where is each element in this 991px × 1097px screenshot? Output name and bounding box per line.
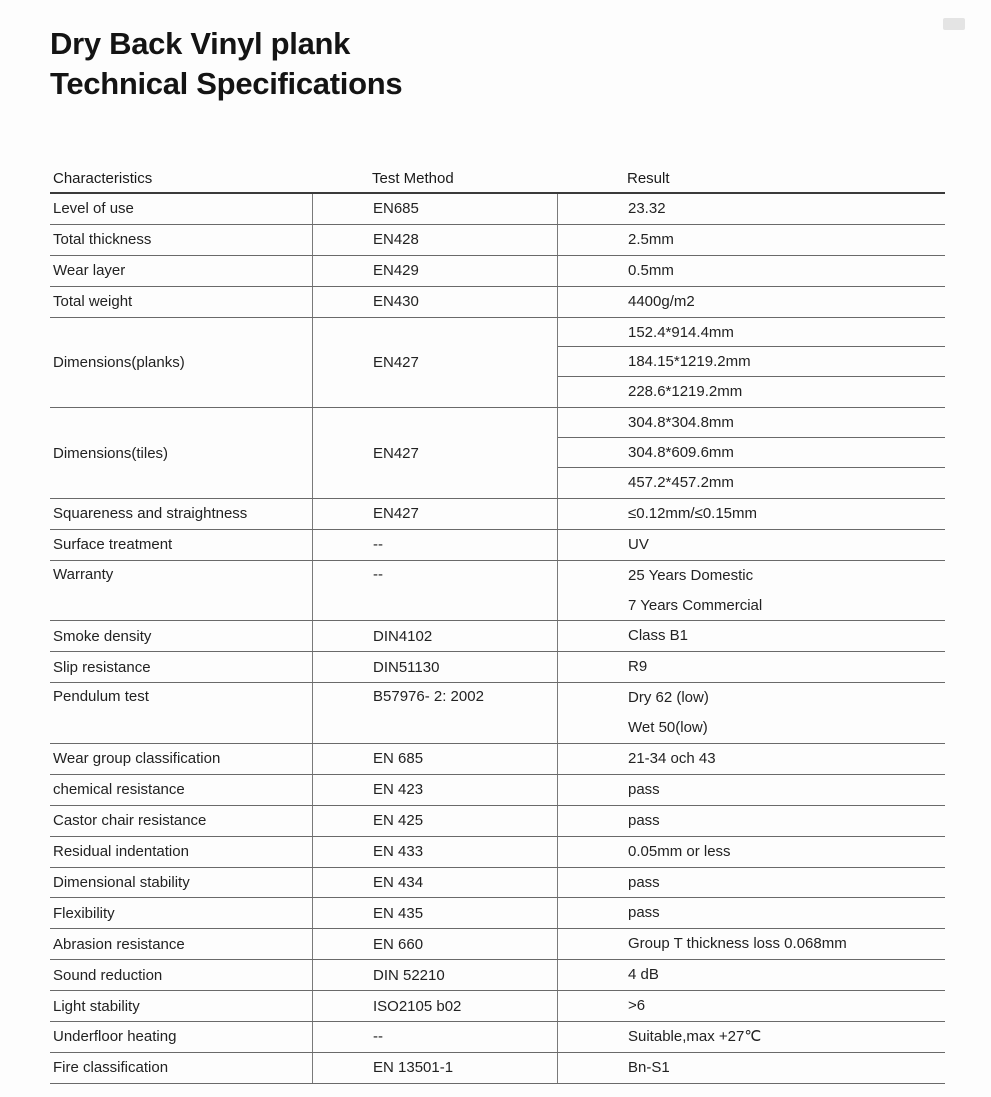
result-cell [557, 898, 945, 928]
characteristic-cell: Castor chair resistance [53, 812, 207, 830]
result-cell [557, 318, 945, 408]
result-value: pass [628, 811, 660, 829]
result-value: Wet 50(low) [628, 719, 708, 737]
characteristic-cell: Abrasion resistance [53, 935, 185, 953]
characteristic-cell: Flexibility [53, 904, 115, 922]
result-cell [557, 287, 945, 317]
table-header [50, 165, 945, 194]
table-row [50, 194, 945, 225]
spec-table [50, 165, 945, 1084]
title-line-1: Dry Back Vinyl plank [50, 26, 351, 61]
test-method-cell: -- [312, 1022, 557, 1052]
table-row [50, 775, 945, 806]
table-row [50, 1022, 945, 1053]
test-method-cell: EN 435 [312, 898, 557, 928]
result-value: 184.15*1219.2mm [558, 347, 945, 377]
table-row [50, 408, 945, 499]
result-cell [557, 991, 945, 1021]
result-cell [557, 744, 945, 774]
table-row [50, 929, 945, 960]
result-value: 152.4*914.4mm [558, 318, 945, 348]
table-row [50, 225, 945, 256]
header-test-method: Test Method [372, 170, 454, 187]
result-value: 21-34 och 43 [628, 750, 716, 768]
result-value: 23.32 [628, 200, 666, 217]
result-cell [557, 683, 945, 743]
test-method-cell: EN 423 [312, 775, 557, 805]
table-row [50, 287, 945, 318]
characteristic-cell: Total weight [53, 293, 133, 311]
result-value: pass [628, 904, 660, 922]
characteristic-cell: Squareness and straightness [53, 505, 248, 523]
table-row [50, 683, 945, 744]
header-result: Result [627, 170, 670, 187]
characteristic-cell: Sound reduction [53, 966, 163, 984]
result-value: ≤0.12mm/≤0.15mm [628, 504, 758, 522]
result-cell [557, 806, 945, 836]
result-cell [557, 960, 945, 990]
test-method-cell: EN428 [312, 225, 557, 255]
characteristic-cell: Dimensional stability [53, 874, 190, 892]
result-cell [557, 408, 945, 498]
characteristic-cell: Dimensions(tiles) [53, 444, 169, 462]
result-cell [557, 837, 945, 867]
characteristic-cell: Residual indentation [53, 843, 189, 861]
characteristic-cell: Underfloor heating [53, 1028, 177, 1046]
result-value: 2.5mm [628, 230, 674, 248]
test-method-cell: EN430 [312, 287, 557, 317]
result-cell [557, 621, 945, 651]
result-value: pass [628, 873, 660, 891]
result-cell [557, 929, 945, 959]
result-value: Class B1 [628, 627, 689, 645]
table-row [50, 898, 945, 929]
result-value: Suitable,max +27℃ [628, 1028, 762, 1046]
table-row [50, 256, 945, 287]
result-value: pass [628, 780, 660, 798]
characteristic-cell: Wear layer [53, 262, 126, 280]
result-value: 0.5mm [628, 261, 674, 279]
test-method-cell: EN 434 [312, 868, 557, 898]
table-row [50, 960, 945, 991]
result-value: 7 Years Commercial [628, 596, 763, 614]
characteristic-cell: chemical resistance [53, 781, 185, 799]
result-value: 4400g/m2 [628, 292, 695, 310]
result-cell [557, 194, 945, 224]
characteristic-cell: Wear group classification [53, 750, 221, 768]
title-line-2: Technical Specifications [50, 66, 403, 101]
test-method-cell: EN 425 [312, 806, 557, 836]
test-method-cell: EN427 [312, 499, 557, 529]
result-cell [557, 499, 945, 529]
test-method-cell: DIN51130 [312, 652, 557, 682]
result-cell [557, 775, 945, 805]
corner-mark [943, 18, 965, 30]
test-method-cell: EN 13501-1 [312, 1053, 557, 1083]
characteristic-cell: Light stability [53, 997, 140, 1015]
result-value: R9 [628, 658, 648, 676]
table-row [50, 868, 945, 899]
table-row [50, 1053, 945, 1084]
result-value: Group T thickness loss 0.068mm [628, 935, 847, 953]
characteristic-cell: Fire classification [53, 1059, 169, 1077]
characteristic-cell: Total thickness [53, 231, 152, 249]
test-method-cell: EN 685 [312, 744, 557, 774]
result-cell [557, 1022, 945, 1052]
result-value: UV [628, 535, 649, 553]
test-method-cell: ISO2105 b02 [312, 991, 557, 1021]
characteristic-cell: Surface treatment [53, 536, 173, 554]
header-characteristics: Characteristics [53, 170, 153, 187]
table-row [50, 561, 945, 622]
table-row [50, 318, 945, 409]
test-method-cell: EN427 [312, 408, 557, 498]
result-value: 4 dB [628, 966, 659, 984]
test-method-cell: B57976- 2: 2002 [312, 683, 557, 743]
result-cell [557, 530, 945, 560]
result-cell [557, 256, 945, 286]
result-value: Bn-S1 [628, 1058, 670, 1076]
result-value: Dry 62 (low) [628, 689, 709, 707]
test-method-cell: EN685 [312, 194, 557, 224]
table-row [50, 621, 945, 652]
characteristic-cell: Level of use [53, 200, 134, 218]
table-row [50, 806, 945, 837]
characteristic-cell: Smoke density [53, 627, 152, 645]
table-row [50, 530, 945, 561]
result-value: 457.2*457.2mm [628, 474, 734, 492]
result-value: 304.8*609.6mm [558, 438, 945, 468]
result-value: 228.6*1219.2mm [628, 383, 743, 401]
test-method-cell: EN427 [312, 318, 557, 408]
table-row [50, 744, 945, 775]
test-method-cell: -- [312, 561, 557, 621]
table-row [50, 837, 945, 868]
test-method-cell: EN429 [312, 256, 557, 286]
table-row [50, 652, 945, 683]
result-value: 25 Years Domestic [628, 566, 754, 584]
characteristic-cell: Dimensions(planks) [53, 353, 185, 371]
table-row [50, 499, 945, 530]
result-cell [557, 652, 945, 682]
page-title [50, 24, 402, 104]
test-method-cell: -- [312, 530, 557, 560]
characteristic-cell: Pendulum test [53, 688, 149, 706]
result-cell [557, 225, 945, 255]
characteristic-cell: Warranty [53, 565, 114, 583]
result-value: 304.8*304.8mm [558, 408, 945, 438]
test-method-cell: DIN4102 [312, 621, 557, 651]
result-value: >6 [628, 997, 646, 1015]
result-cell [557, 561, 945, 621]
result-cell [557, 868, 945, 898]
characteristic-cell: Slip resistance [53, 658, 151, 676]
test-method-cell: EN 433 [312, 837, 557, 867]
test-method-cell: EN 660 [312, 929, 557, 959]
test-method-cell: DIN 52210 [312, 960, 557, 990]
result-cell [557, 1053, 945, 1083]
table-row [50, 991, 945, 1022]
table-body [50, 194, 945, 1084]
result-value: 0.05mm or less [628, 842, 731, 860]
